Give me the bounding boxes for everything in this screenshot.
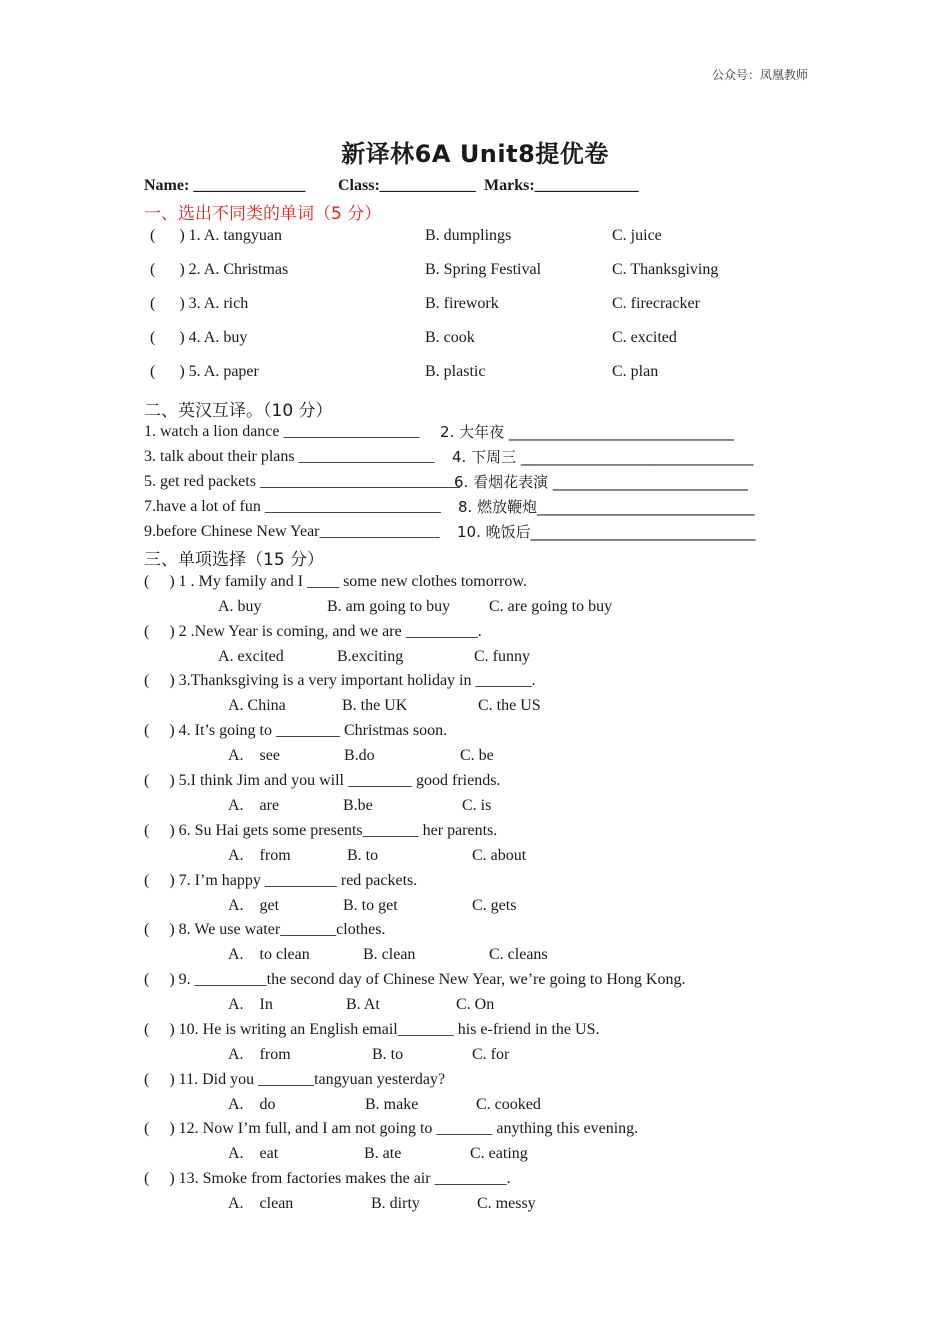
option-c: C. excited	[612, 329, 677, 346]
option-c: C. gets	[472, 897, 517, 914]
option-a: A. do	[228, 1096, 276, 1113]
item-prefix: ( ) 5. A. paper	[150, 363, 259, 380]
question-stem: ( ) 1 . My family and I ____ some new clothes tomorrow.	[144, 573, 527, 590]
section2-heading: 二、英汉互译。（10 分）	[144, 401, 333, 421]
translation-right: 4. 下周三 _______________________________	[452, 448, 754, 466]
option-b: B. to	[347, 847, 379, 864]
page-title: 新译林6A Unit8提优卷	[341, 140, 609, 168]
translation-left: 3. talk about their plans _________________	[144, 448, 435, 465]
question-stem: ( ) 13. Smoke from factories makes the air _________.	[144, 1170, 511, 1187]
option-a: A. In	[228, 996, 273, 1013]
option-b: B. ate	[364, 1145, 402, 1162]
question-stem: ( ) 9. _________the second day of Chinese New Year, we’re going to Hong Kong.	[144, 971, 686, 988]
option-a: A. buy	[218, 598, 262, 615]
section3-heading: 三、单项选择（15 分）	[144, 550, 325, 570]
class-field: Class:____________	[338, 177, 476, 194]
option-b: B. firework	[425, 295, 499, 312]
question-stem: ( ) 7. I’m happy _________ red packets.	[144, 872, 418, 889]
translation-right: 10. 晚饭后______________________________	[457, 523, 756, 541]
option-c: C. funny	[474, 648, 530, 665]
option-c: C. Thanksgiving	[612, 261, 719, 278]
translation-left: 9.before Chinese New Year_______________	[144, 523, 440, 540]
question-stem: ( ) 10. He is writing an English email_______ his e-friend in the US.	[144, 1021, 600, 1038]
option-b: B. make	[365, 1096, 419, 1113]
option-c: C. On	[456, 996, 495, 1013]
translation-right: 2. 大年夜 ______________________________	[440, 423, 734, 441]
option-a: A. get	[228, 897, 280, 914]
option-c: C. is	[462, 797, 492, 814]
question-stem: ( ) 5.I think Jim and you will ________ good friends.	[144, 772, 501, 789]
option-b: B. Spring Festival	[425, 261, 542, 278]
marks-field: Marks:_____________	[484, 177, 639, 194]
option-c: C. are going to buy	[489, 598, 613, 615]
option-c: C. juice	[612, 227, 662, 244]
option-b: B. clean	[363, 946, 416, 963]
translation-right: 8. 燃放鞭炮_____________________________	[458, 498, 755, 516]
question-stem: ( ) 11. Did you _______tangyuan yesterday?	[144, 1071, 446, 1088]
item-prefix: ( ) 1. A. tangyuan	[150, 227, 282, 244]
option-b: B. to get	[343, 897, 398, 914]
option-c: C. for	[472, 1046, 510, 1063]
option-b: B. dumplings	[425, 227, 512, 244]
option-b: B. am going to buy	[327, 598, 451, 615]
option-b: B. cook	[425, 329, 475, 346]
option-a: A. to clean	[228, 946, 310, 963]
option-a: A. see	[228, 747, 280, 764]
option-a: A. are	[228, 797, 280, 814]
option-c: C. be	[460, 747, 494, 764]
question-stem: ( ) 2 .New Year is coming, and we are _________.	[144, 623, 482, 640]
translation-left: 5. get red packets _________________________	[144, 473, 460, 490]
option-c: C. plan	[612, 363, 659, 380]
option-a: A. clean	[228, 1195, 294, 1212]
question-stem: ( ) 8. We use water_______clothes.	[144, 921, 386, 938]
watermark-text: 公众号：凤凰教师	[712, 68, 809, 82]
name-field: Name: ______________	[144, 177, 306, 194]
option-b: B. plastic	[425, 363, 486, 380]
option-c: C. about	[472, 847, 527, 864]
option-c: C. firecracker	[612, 295, 700, 312]
option-b: B.do	[344, 747, 375, 764]
item-prefix: ( ) 4. A. buy	[150, 329, 248, 346]
item-prefix: ( ) 3. A. rich	[150, 295, 249, 312]
option-a: A. from	[228, 847, 291, 864]
option-a: A. from	[228, 1046, 291, 1063]
question-stem: ( ) 12. Now I’m full, and I am not going to _______ anything this evening.	[144, 1120, 639, 1137]
option-a: A. China	[228, 697, 286, 714]
option-b: B.be	[343, 797, 373, 814]
translation-left: 7.have a lot of fun ______________________	[144, 498, 441, 515]
option-b: B.exciting	[337, 648, 404, 665]
question-stem: ( ) 4. It’s going to ________ Christmas soon.	[144, 722, 448, 739]
option-a: A. excited	[218, 648, 284, 665]
option-b: B. the UK	[342, 697, 408, 714]
option-c: C. cleans	[489, 946, 548, 963]
option-a: A. eat	[228, 1145, 279, 1162]
translation-right: 6. 看烟花表演 __________________________	[454, 473, 748, 491]
header-fields	[144, 177, 639, 195]
translation-left: 1. watch a lion dance _________________	[144, 423, 420, 440]
option-b: B. to	[372, 1046, 404, 1063]
option-b: B. At	[346, 996, 380, 1013]
section1-heading: 一、选出不同类的单词（5 分）	[144, 204, 382, 224]
question-stem: ( ) 6. Su Hai gets some presents_______ her parents.	[144, 822, 498, 839]
item-prefix: ( ) 2. A. Christmas	[150, 261, 289, 278]
option-b: B. dirty	[371, 1195, 420, 1212]
option-c: C. messy	[477, 1195, 536, 1212]
question-stem: ( ) 3.Thanksgiving is a very important holiday in _______.	[144, 672, 536, 689]
option-c: C. cooked	[476, 1096, 541, 1113]
option-c: C. the US	[478, 697, 541, 714]
option-c: C. eating	[470, 1145, 528, 1162]
